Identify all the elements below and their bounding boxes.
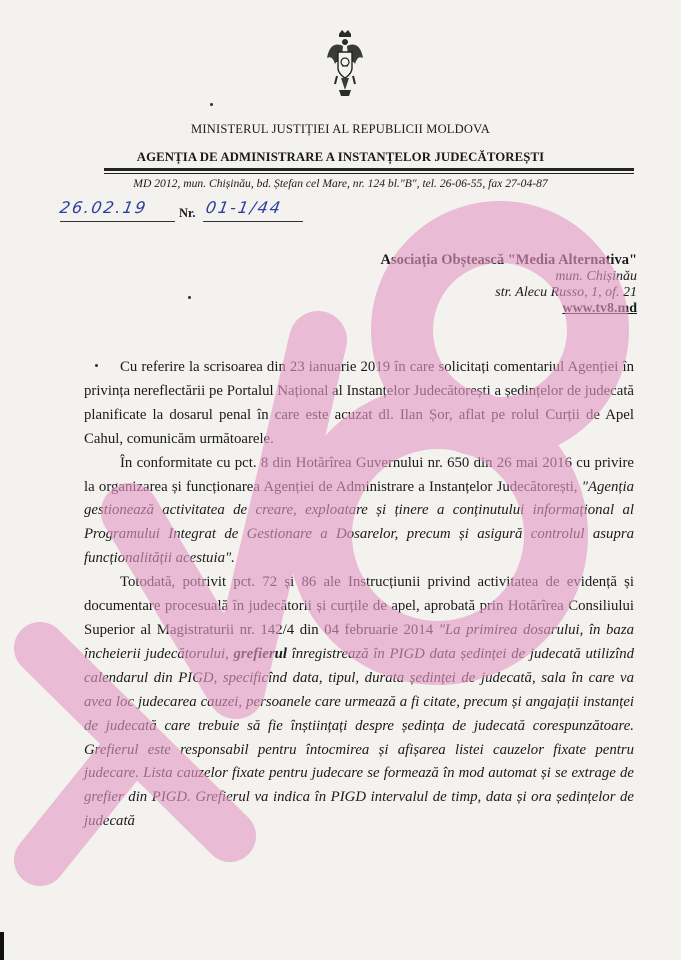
- header-rule-thin: [104, 173, 634, 174]
- recipient-street: str. Alecu Russo, 1, of. 21: [495, 285, 637, 300]
- paragraph-1: Cu referire la scrisoarea din 23 ianuarie 2019 în care solicitați comentariul Agenției în privința nereflectării pe Portalul Național al Instanțelor Judecătorești a ședințelor de judecată planificate la dosarul penal în care este acuzat dl. Ilan Șor, aflat pe rolul Curții de Apel Cahul, comunicăm următoarele.: [84, 359, 634, 447]
- scan-edge: [0, 932, 4, 960]
- paragraph-2-text: În conformitate cu pct. 8 din Hotărîrea Guvernului nr. 650 din 26 mai 2016 cu privire la organizarea și funcționarea Agenției de Administrare a Instanțelor Judecătorești,: [84, 454, 634, 495]
- date-underline: [60, 221, 175, 222]
- recipient-website: www.tv8.md: [562, 301, 637, 316]
- scan-speck: [95, 364, 98, 367]
- recipient-name: Asociația Obștească "Media Alternativa": [380, 252, 637, 268]
- header-rule-thick: [104, 168, 634, 171]
- scan-speck: [188, 296, 191, 299]
- handwritten-date: 26.02.19: [58, 198, 149, 217]
- letter-body: [84, 356, 634, 834]
- paragraph-2: [84, 452, 634, 572]
- paragraph-3-quote-a: "La primirea dosarului, în baza încheierii judecătorului,: [84, 621, 634, 662]
- coat-of-arms-icon: [325, 28, 365, 100]
- paragraph-3: [84, 571, 634, 834]
- scan-speck: [210, 103, 213, 106]
- paragraph-3-quote-b: înregistrează în PIGD data ședinței de judecată utilizînd calendarul din PIGD, specificînd data, tipul, durata ședinței de judecată, sala în care va avea loc judecarea cauzei, persoanele care urmează a fi citate, precum și angajații instanței de judecată care trebuie să fie înștiințați despre ședința de judecată corespunzătoare. Grefierul este responsabil pentru întocmirea și afișarea listei cauzelor fixate pentru judecare. Lista cauzelor fixate pentru judecare se formează în mod automat și se extrage de grefier din PIGD. Grefierul va indica în PIGD intervalul de timp, data și ora ședințelor de judecată: [84, 645, 634, 830]
- number-underline: [203, 221, 303, 222]
- paragraph-3-bold: grefierul: [233, 645, 287, 662]
- paragraph-3-text: Totodată, potrivit pct. 72 și 86 ale Instrucțiunii privind activitatea de evidență și documentare procesuală în judecătorii și curțile de apel, aprobată prin Hotărîrea Consiliului Superior al Magistraturii nr. 142/4 din 04 februarie 2014: [84, 574, 634, 638]
- recipient-city: mun. Chișinău: [555, 269, 637, 284]
- ministry-name: MINISTERUL JUSTIȚIEI AL REPUBLICII MOLDOVA: [191, 122, 490, 136]
- recipient-block: [380, 252, 637, 317]
- agency-name: AGENȚIA DE ADMINISTRARE A INSTANȚELOR JUDECĂTOREȘTI: [136, 150, 545, 164]
- nr-label: Nr.: [179, 206, 196, 220]
- paragraph-2-quote: "Agenția gestionează activitatea de creare, exploatare și ținere a conținutului informațional al Programului Integrat de Gestionare a Dosarelor, precum și asigură controlul asupra funcționalității acestuia".: [84, 478, 634, 567]
- agency-address: MD 2012, mun. Chișinău, bd. Ștefan cel Mare, nr. 124 bl."B", tel. 26-06-55, fax 27-04-87: [133, 177, 548, 190]
- reference-line: [60, 198, 380, 228]
- handwritten-number: 01-1/44: [204, 198, 284, 217]
